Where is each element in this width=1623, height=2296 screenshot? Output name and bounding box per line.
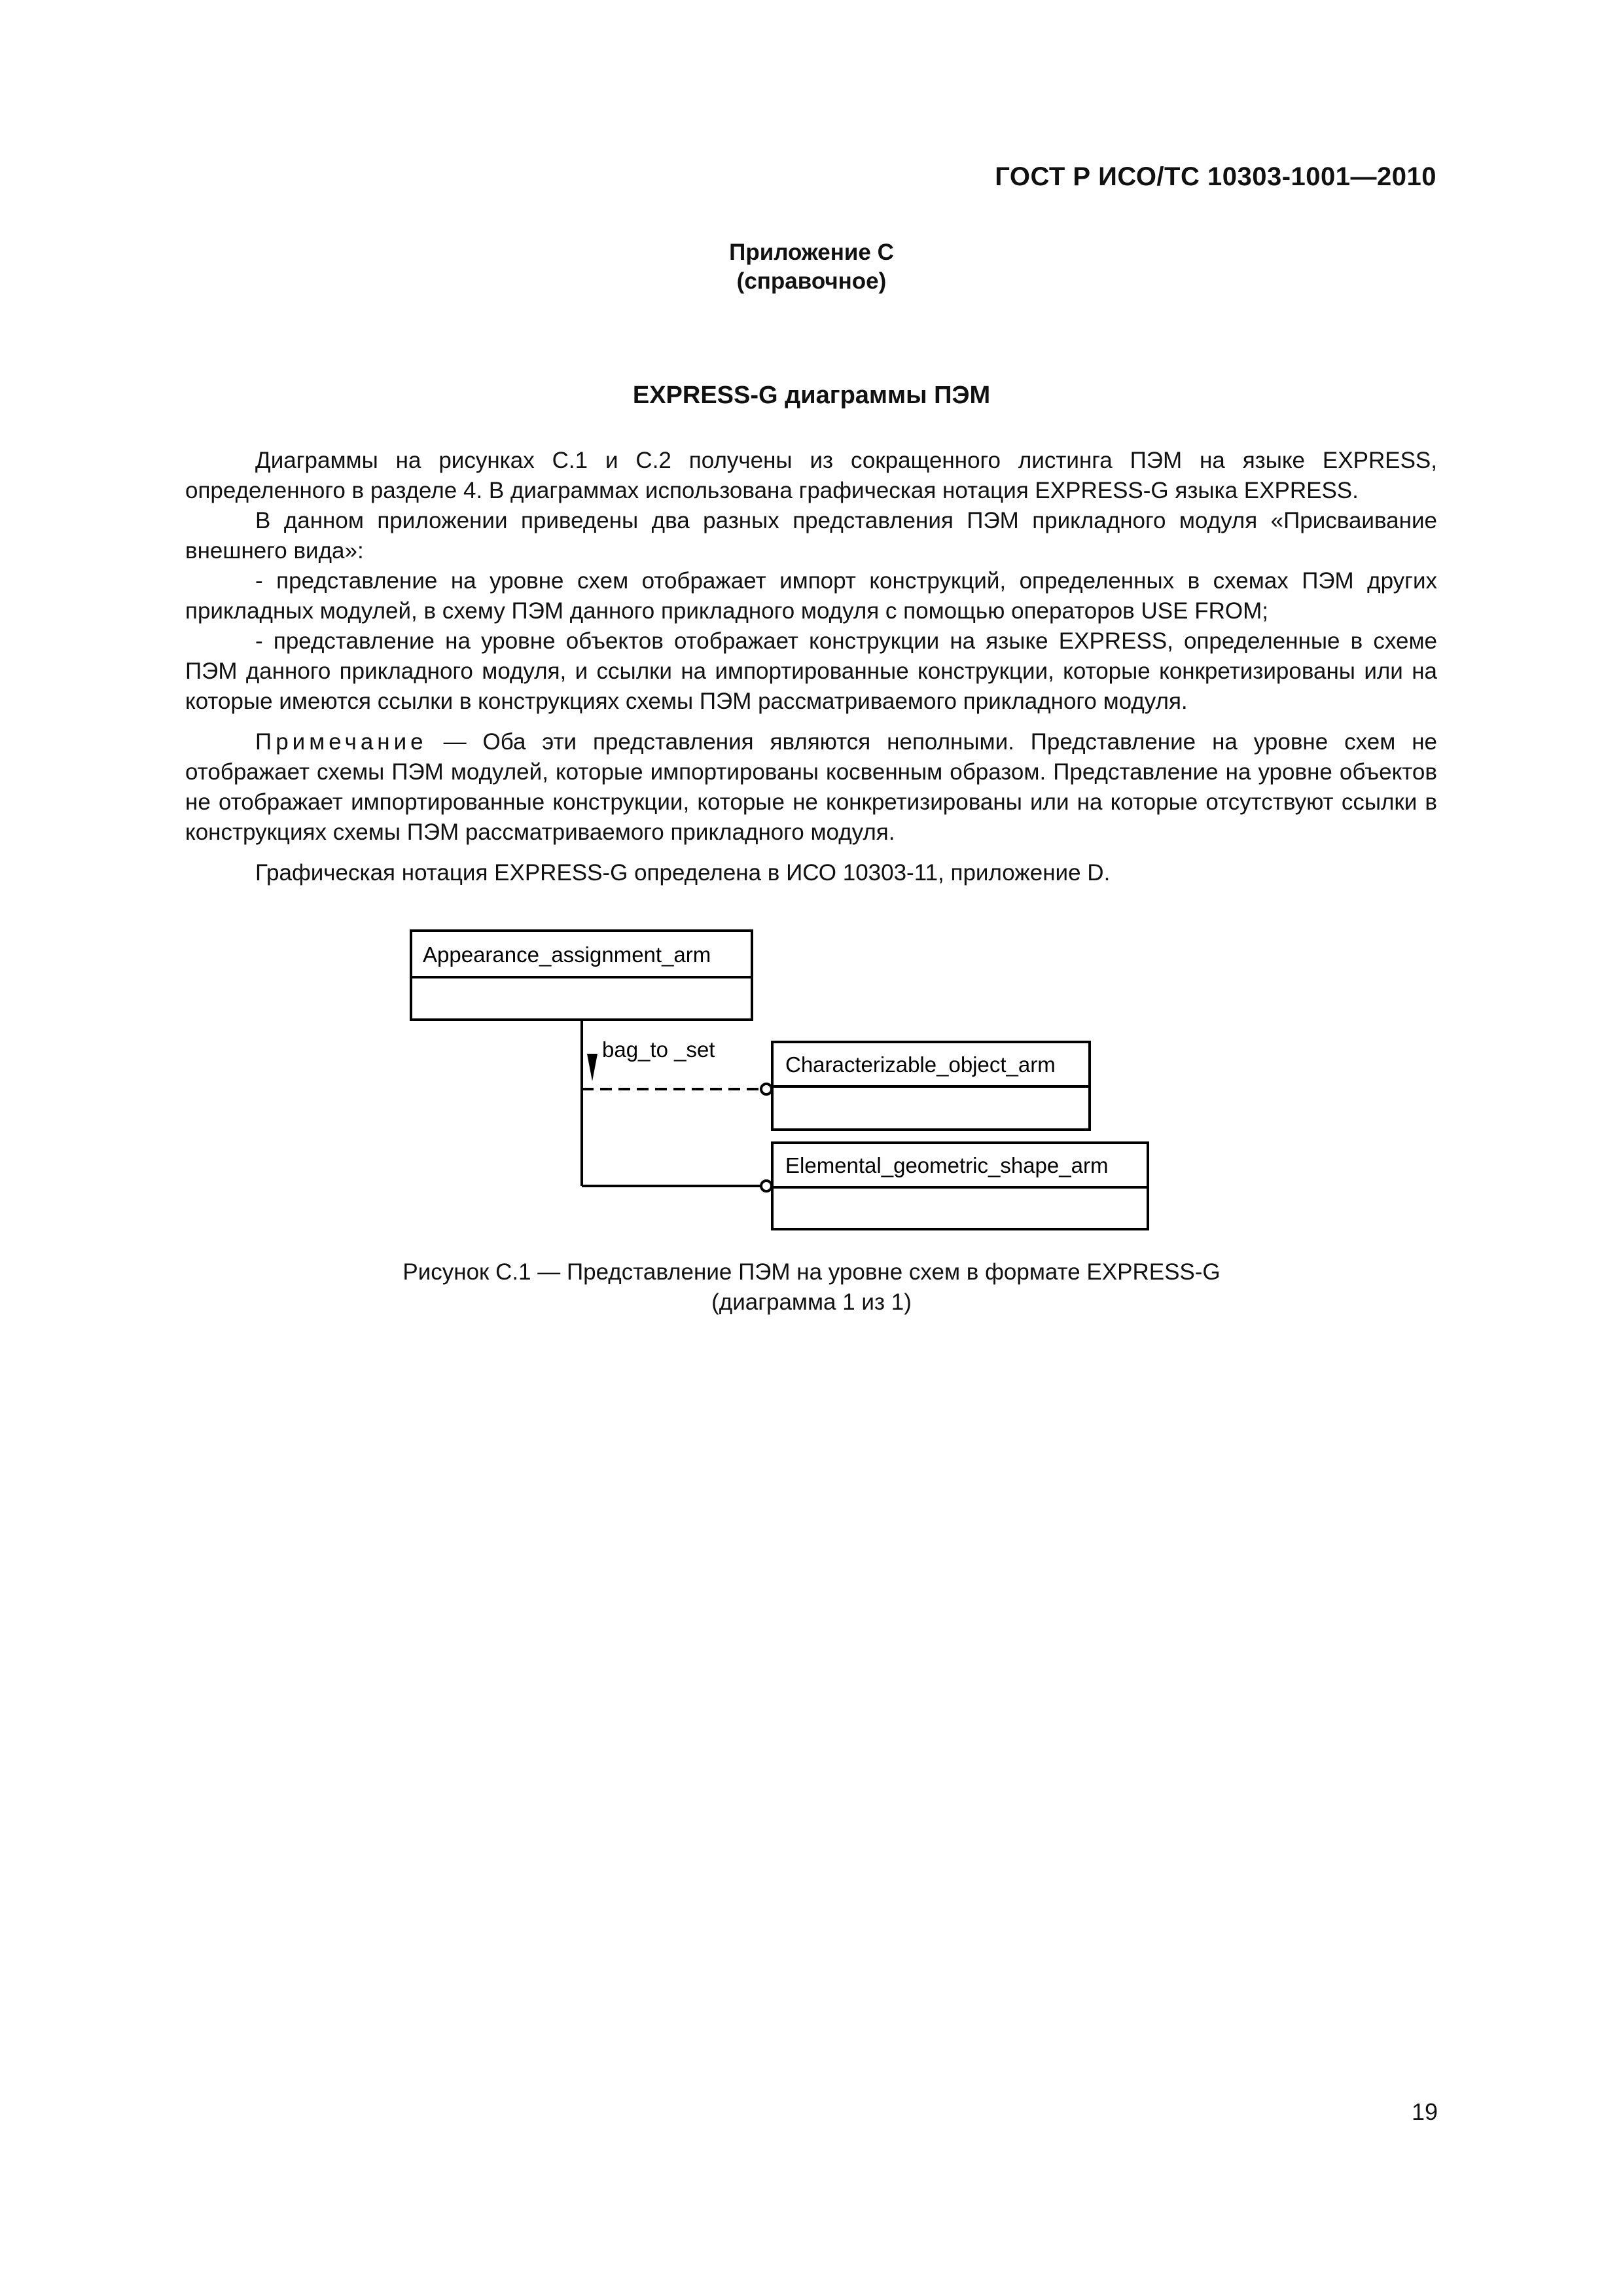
annex-title: Приложение С bbox=[729, 240, 894, 265]
relation-end-circle-1 bbox=[761, 1084, 772, 1094]
relation-end-circle-2 bbox=[761, 1181, 772, 1191]
annex-kind: (справочное) bbox=[736, 268, 887, 294]
relation-label: bag_to _set bbox=[602, 1037, 715, 1062]
paragraph-5: Графическая нотация EXPRESS-G определена в ИСО 10303-11, приложение D. bbox=[255, 860, 1111, 886]
box-characterizable-object-label: Characterizable_object_arm bbox=[785, 1052, 1056, 1077]
figure-caption-line-2: (диаграмма 1 из 1) bbox=[711, 1289, 912, 1315]
box-appearance-assignment bbox=[411, 931, 752, 1020]
paragraph-3: - представление на уровне схем отображает импорт конструкций, определенных в схемах ПЭМ других прикладных модулей, в схему ПЭМ данного прикладного модуля с помощью операторов USE FROM; bbox=[185, 568, 1437, 624]
page-number: 19 bbox=[1411, 2098, 1438, 2125]
note-text: — Оба эти представления являются неполными. Представление на уровне схем не отображает схемы ПЭМ модулей, которые импортированы косвенным образом. Представление на уровне объектов не отображает импортированные конструкции, которые не конкретизированы или на которые отсутствуют ссылки в конструкциях схемы ПЭМ рассматриваемого прикладного модуля. bbox=[185, 729, 1437, 845]
box-characterizable-object bbox=[772, 1042, 1090, 1130]
paragraph-2: В данном приложении приведены два разных представления ПЭМ прикладного модуля «Присваивание внешнего вида»: bbox=[185, 508, 1437, 564]
note-label: Примечание bbox=[255, 729, 427, 755]
standard-number: ГОСТ Р ИСО/ТС 10303-1001—2010 bbox=[995, 162, 1436, 191]
paragraph-4: - представление на уровне объектов отображает конструкции на языке EXPRESS, определенные в схеме ПЭМ данного прикладного модуля, и ссылки на импортированные конструкции, которые конкретизированы или на которые имеются ссылки в конструкциях схемы ПЭМ рассматриваемого прикладного модуля. bbox=[185, 628, 1437, 714]
relation-arrow bbox=[587, 1054, 597, 1081]
box-appearance-assignment-label: Appearance_assignment_arm bbox=[423, 942, 711, 967]
box-elemental-geometric-shape-label: Elemental_geometric_shape_arm bbox=[785, 1153, 1109, 1177]
box-elemental-geometric-shape bbox=[772, 1143, 1148, 1229]
figure-caption-line-1: Рисунок С.1 — Представление ПЭМ на уровне схем в формате EXPRESS-G bbox=[402, 1259, 1221, 1285]
section-title: EXPRESS-G диаграммы ПЭМ bbox=[632, 382, 991, 409]
paragraph-1: Диаграммы на рисунках С.1 и С.2 получены из сокращенного листинга ПЭМ на языке EXPRESS, определенного в разделе 4. В диаграммах использована графическая нотация EXPRESS-G языка EXPRESS. bbox=[185, 448, 1437, 503]
